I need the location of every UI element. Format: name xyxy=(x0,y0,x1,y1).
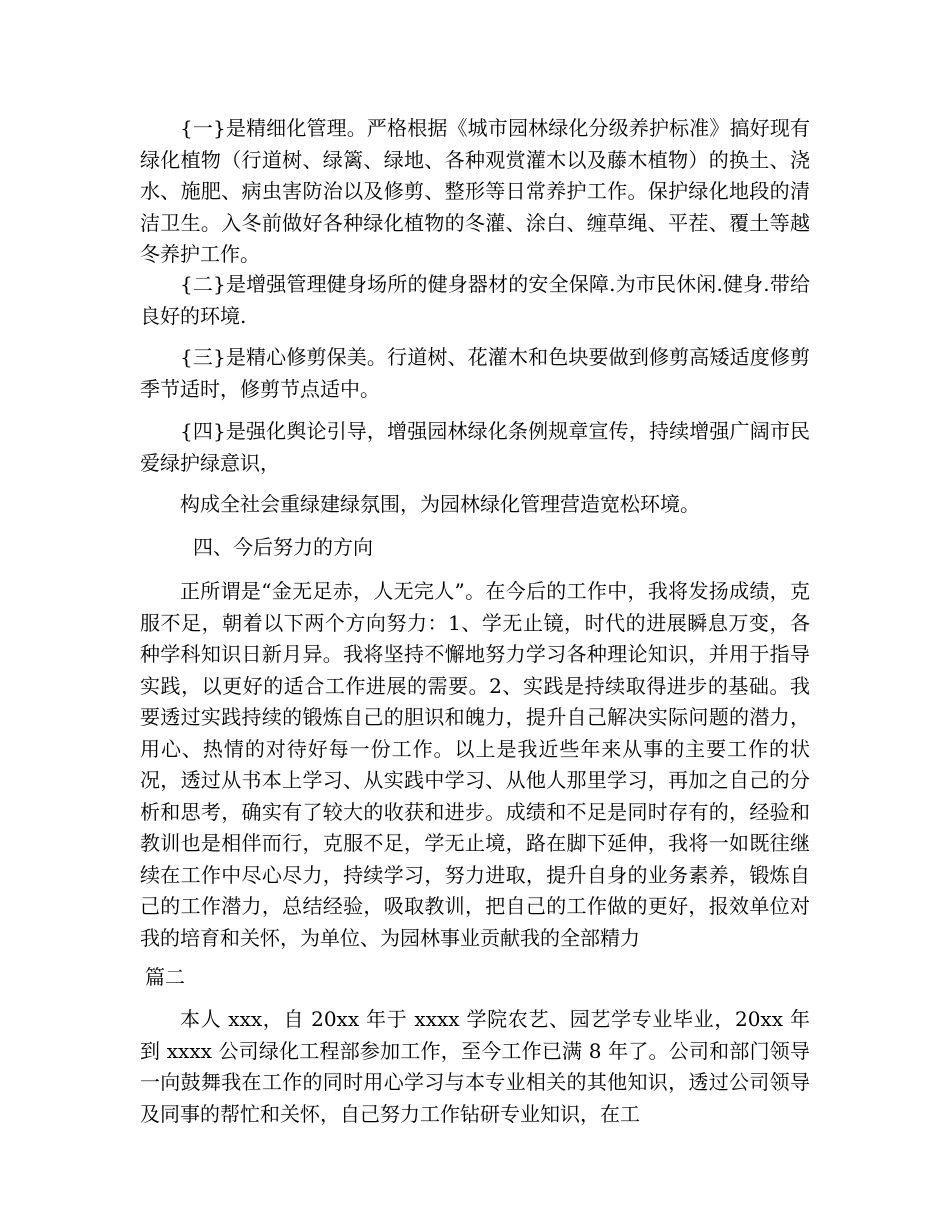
paragraph-2: {二}是增强管理健身场所的健身器材的安全保障.为市民休闲.健身.带给良好的环境. xyxy=(140,272,810,328)
section-heading: 四、今后努力的方向 xyxy=(193,535,373,559)
paragraph-6: 正所谓是“金无足赤，人无完人”。在今后的工作中，我将发扬成绩，克服不足，朝着以下两个方向努力：1、学无止镜，时代的进展瞬息万变，各种学科知识日新月异。我将坚持不懈地努力学习各种理论知识，并用于指导实践，以更好的适合工作进展的需要。2、实践是持续取得进步的基础。我要透过实践持续的锻炼自己的胆识和魄力，提升自己解决实际问题的潜力，用心、热情的对待好每一份工作。以上是我近些年来从事的主要工作的状况，透过从书本上学习、从实践中学习、从他人那里学习，再加之自己的分析和思考，确实有了较大的收获和进步。成绩和不足是同时存有的，经验和教训也是相伴而行，克服不足，学无止境，路在脚下延伸，我将一如既往继续在工作中尽心尽力，持续学习，努力进取，提升自身的业务素养，锻炼自己的工作潜力，总结经验，吸取教训，把自己的工作做的更好，报效单位对我的培育和关怀，为单位、为园林事业贡献我的全部精力 xyxy=(140,579,810,950)
section-label: 篇二 xyxy=(145,965,185,989)
paragraph-7: 本人 xxx，自 20xx 年于 xxxx 学院农艺、园艺学专业毕业，20xx 年到 xxxx 公司绿化工程部参加工作，至今工作已满 8 年了。公司和部门领导一向鼓舞我在工作的同时用心学习与本专业相关的其他知识，透过公司领导及同事的帮忙和关怀，自己努力工作钻研专业知识，在工 xyxy=(140,1007,810,1126)
paragraph-4: {四}是强化舆论引导，增强园林绿化条例规章宣传，持续增强广阔市民爱绿护绿意识， xyxy=(140,419,810,475)
paragraph-1: {一}是精细化管理。严格根据《城市园林绿化分级养护标准》搞好现有绿化植物（行道树、绿篱、绿地、各种观赏灌木以及藤木植物）的换土、浇水、施肥、病虫害防治以及修剪、整形等日常养护工作。保护绿化地段的清洁卫生。入冬前做好各种绿化植物的冬灌、涂白、缠草绳、平茬、覆土等越冬养护工作。 xyxy=(140,116,810,266)
paragraph-3: {三}是精心修剪保美。行道树、花灌木和色块要做到修剪高矮适度修剪季节适时，修剪节点适中。 xyxy=(140,345,810,401)
paragraph-5: 构成全社会重绿建绿氛围，为园林绿化管理营造宽松环境。 xyxy=(180,492,700,516)
